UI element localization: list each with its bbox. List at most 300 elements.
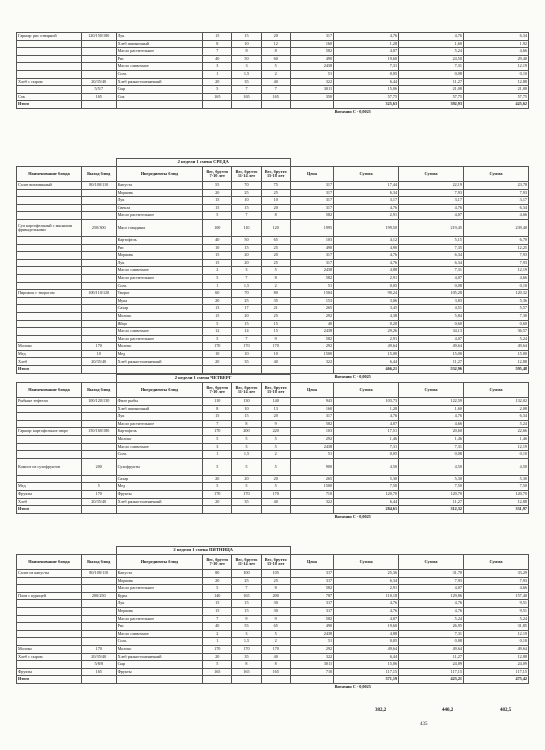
sum-11-14: 0,08 — [399, 70, 464, 78]
weight-15-18: 105 — [261, 570, 290, 578]
footer-sum-1: 382,2 — [375, 708, 387, 713]
sum-7-10: 4,88 — [334, 267, 399, 275]
ingredient: Фрукты — [116, 668, 203, 676]
sum-15-18: 132,02 — [463, 398, 528, 406]
sum-11-14: 1,60 — [399, 40, 464, 48]
table-row — [17, 290, 529, 298]
weight-11-14: 3 — [232, 630, 261, 638]
weight-7-10: 5 — [203, 435, 232, 443]
weight-7-10: 12 — [203, 328, 232, 336]
dish-name: Хлеб — [17, 498, 82, 506]
menu-table — [16, 158, 529, 380]
weight-7-10: 5 — [203, 483, 232, 491]
sum-11-14: 24,50 — [399, 55, 464, 63]
sum-7-10: 6,34 — [334, 189, 399, 197]
ingredient: Куры — [116, 592, 203, 600]
sum-7-10: 0,20 — [334, 320, 399, 328]
dish-yield — [81, 638, 116, 646]
sum-11-14: 11,27 — [399, 78, 464, 86]
dish-yield — [81, 63, 116, 71]
table-row — [17, 458, 529, 475]
sum-11-14: 120,70 — [399, 490, 464, 498]
sum-11-14: 4,51 — [399, 305, 464, 313]
dish-yield — [81, 600, 116, 608]
price: 317 — [290, 607, 333, 615]
weight-7-10: 1 — [203, 70, 232, 78]
blank-cell — [17, 513, 334, 520]
weight-7-10: 165 — [203, 668, 232, 676]
dish-yield — [81, 615, 116, 623]
ingredient: Молоко — [116, 312, 203, 320]
sum-7-10: 4,76 — [334, 204, 399, 212]
dish-name: Итого — [17, 101, 82, 109]
weight-11-14: 35 — [232, 78, 261, 86]
dish-name — [17, 443, 82, 451]
header-w2: Вес, брутто 11-14 лет — [232, 167, 261, 182]
table-row — [17, 343, 529, 351]
header-yield: Выход блюд — [81, 383, 116, 398]
weight-11-14: 3 — [232, 443, 261, 451]
weight-15-18: 20 — [261, 252, 290, 260]
weight-11-14: 8 — [232, 48, 261, 56]
price: 900 — [290, 458, 333, 475]
weight-11-14: 1,5 — [232, 638, 261, 646]
dish-yield — [81, 405, 116, 413]
dish-yield — [81, 40, 116, 48]
price: 317 — [290, 577, 333, 585]
dish-yield: 80/100/110 — [81, 182, 116, 190]
weight-15-18: 65 — [261, 236, 290, 244]
sum-7-10: 371,19 — [334, 676, 399, 684]
dish-yield: 10 — [81, 350, 116, 358]
sum-7-10: 199,50 — [334, 219, 399, 236]
weight-15-18: 5 — [261, 63, 290, 71]
ingredient: Сок — [116, 93, 203, 101]
dish-name — [17, 475, 82, 483]
dish-yield — [81, 506, 116, 514]
header-row — [17, 383, 529, 398]
menu-table — [16, 374, 529, 520]
sum-7-10: 7,31 — [334, 63, 399, 71]
sum-11-14: 4,66 — [399, 420, 464, 428]
dish-yield — [81, 197, 116, 205]
sum-15-18: 29,40 — [463, 55, 528, 63]
ingredient: Морковь — [116, 577, 203, 585]
sum-7-10: 4,76 — [334, 33, 399, 41]
ingredient: Лук — [116, 259, 203, 267]
sum-11-14: 4,76 — [399, 204, 464, 212]
sum-11-14: 0,60 — [399, 320, 464, 328]
weight-15-18 — [261, 101, 290, 109]
dish-name: Сок — [17, 93, 82, 101]
weight-15-18: 40 — [261, 653, 290, 661]
weight-15-18: 170 — [261, 343, 290, 351]
sum-7-10: 4,07 — [334, 420, 399, 428]
dish-name — [17, 435, 82, 443]
vitamin-note: Витамин С - 0,0025 — [334, 684, 371, 689]
sum-15-18: 239,40 — [463, 219, 528, 236]
blank-cell — [399, 547, 464, 555]
sum-7-10: 284,61 — [334, 506, 399, 514]
sum-11-14: 57,75 — [399, 93, 464, 101]
sum-15-18: 7,30 — [463, 312, 528, 320]
sum-15-18: 1,92 — [463, 40, 528, 48]
table-row — [17, 259, 529, 267]
sum-7-10: 117,15 — [334, 668, 399, 676]
price: 2438 — [290, 443, 333, 451]
weight-7-10: 20 — [203, 297, 232, 305]
table-row — [17, 661, 529, 669]
sum-15-18: 475,42 — [464, 676, 529, 684]
ingredient: Рис — [116, 55, 203, 63]
table-row — [17, 244, 529, 252]
weight-15-18: 5 — [261, 267, 290, 275]
dish-name — [17, 259, 82, 267]
weight-7-10: 15 — [203, 204, 232, 212]
weight-7-10: 13 — [203, 305, 232, 313]
ingredient: Свекла — [116, 204, 203, 212]
weight-15-18: 8 — [261, 274, 290, 282]
price: 317 — [290, 197, 333, 205]
weight-15-18: 2 — [261, 282, 290, 290]
weight-11-14 — [232, 101, 261, 109]
weight-7-10: 40 — [203, 623, 232, 631]
weight-11-14: 1,5 — [232, 451, 261, 459]
sum-7-10: 49,64 — [334, 343, 399, 351]
dish-name: Молоко — [17, 343, 82, 351]
header-w3: Вес, брутто 15-18 лет — [261, 167, 290, 182]
sum-11-14: 15,00 — [399, 350, 464, 358]
sum-11-14: 22,19 — [399, 182, 464, 190]
weight-15-18: 220 — [261, 428, 290, 436]
weight-7-10: 1 — [203, 638, 232, 646]
ingredient — [116, 506, 203, 514]
table-row — [17, 55, 529, 63]
dish-yield — [81, 312, 116, 320]
sum-11-14: 129,86 — [399, 592, 464, 600]
sum-15-18: 7,93 — [463, 252, 528, 260]
dish-name: Итого — [17, 366, 82, 374]
price: 51 — [290, 282, 333, 290]
sum-7-10: 4,76 — [334, 607, 399, 615]
weight-11-14: 15 — [232, 33, 261, 41]
sum-7-10: 5,30 — [334, 475, 399, 483]
weight-11-14: 110 — [232, 219, 261, 236]
table-row — [17, 577, 529, 585]
sum-11-14: 7,93 — [399, 577, 464, 585]
sum-11-14: 4,50 — [399, 458, 464, 475]
sum-7-10: 2,91 — [334, 335, 399, 343]
price: 1995 — [290, 219, 333, 236]
dish-name — [17, 320, 82, 328]
weight-15-18: 170 — [261, 645, 290, 653]
weight-15-18: 35 — [261, 297, 290, 305]
table-row — [17, 358, 529, 366]
weight-7-10: 15 — [203, 607, 232, 615]
ingredient: Хлеб ржано-пшеничный — [116, 78, 203, 86]
table-row — [17, 267, 529, 275]
weight-15-18: 7 — [261, 86, 290, 94]
header-w3: Вес, брутто 15-18 лет — [261, 555, 290, 570]
weight-7-10: 20 — [203, 653, 232, 661]
price: 317 — [290, 33, 333, 41]
footer-sum-3: 482,5 — [500, 708, 512, 713]
weight-11-14: 25 — [232, 297, 261, 305]
weight-15-18: 25 — [261, 312, 290, 320]
sum-15-18: 12,88 — [463, 498, 528, 506]
dish-name: Хлеб с сыром — [17, 78, 82, 86]
dish-yield — [81, 70, 116, 78]
weight-7-10: 5 — [203, 458, 232, 475]
sum-15-18: 117,15 — [464, 668, 529, 676]
dish-yield: 20/35/40 — [81, 498, 116, 506]
weight-15-18: 8 — [261, 661, 290, 669]
weight-11-14: 17 — [232, 305, 261, 313]
sum-11-14: 122,59 — [399, 398, 464, 406]
dish-name — [17, 282, 82, 290]
weight-15-18 — [261, 366, 290, 374]
blank-cell — [463, 159, 528, 167]
sum-7-10: 0,05 — [334, 282, 399, 290]
weight-7-10: 15 — [203, 600, 232, 608]
sum-15-18: 6,34 — [463, 204, 528, 212]
sum-11-14: 7,35 — [399, 244, 464, 252]
price: 40 — [290, 320, 333, 328]
sum-11-14: 0,08 — [399, 451, 464, 459]
sum-11-14: 34,13 — [399, 328, 464, 336]
dish-yield — [81, 676, 116, 684]
table-row — [17, 274, 529, 282]
sum-11-14: 7,93 — [399, 189, 464, 197]
header-dish: Наименование блюда — [17, 383, 82, 398]
dish-name — [17, 63, 82, 71]
sum-11-14: 20,60 — [399, 428, 464, 436]
ingredient: Масло сливочное — [116, 328, 203, 336]
sum-11-14: 219,45 — [399, 219, 464, 236]
weight-15-18: 120 — [261, 219, 290, 236]
sum-15-18: 6,70 — [463, 236, 528, 244]
ingredient — [116, 366, 203, 374]
sum-7-10: 1,28 — [334, 405, 399, 413]
dish-yield — [81, 55, 116, 63]
blank-cell — [464, 547, 529, 555]
header-w1: Вес, брутто 7-10 лет — [203, 383, 232, 398]
price — [290, 506, 333, 514]
weight-7-10: 15 — [203, 259, 232, 267]
table-row — [17, 48, 529, 56]
ingredient: Мед — [116, 483, 203, 491]
weight-7-10: 3 — [203, 443, 232, 451]
price — [290, 676, 333, 684]
weight-11-14: 5 — [232, 435, 261, 443]
weight-15-18: 200 — [261, 592, 290, 600]
sum-7-10: 466,21 — [334, 366, 399, 374]
weight-15-18: 8 — [261, 48, 290, 56]
sum-15-18: 7,93 — [464, 577, 529, 585]
weight-7-10: 5 — [203, 274, 232, 282]
dish-name — [17, 305, 82, 313]
dish-name: Хлеб — [17, 358, 82, 366]
header-ingredient: Ингредиенты блюд — [116, 383, 203, 398]
table-row — [17, 490, 529, 498]
weight-15-18: 15 — [261, 320, 290, 328]
dish-yield — [81, 101, 116, 109]
weight-11-14: 70 — [232, 182, 261, 190]
ingredient: Мука — [116, 297, 203, 305]
sum-7-10: 4,76 — [334, 252, 399, 260]
header-sum-2: Сумма — [399, 383, 464, 398]
dish-name: Салат из капусты — [17, 570, 82, 578]
sum-11-14: 4,76 — [399, 600, 464, 608]
dish-yield — [81, 443, 116, 451]
table-row — [17, 623, 529, 631]
dish-yield: 100/110/120 — [81, 290, 116, 298]
weight-11-14 — [232, 366, 261, 374]
ingredient: Соль — [116, 638, 203, 646]
weight-15-18 — [261, 506, 290, 514]
ingredient: Хлеб ржано-пшеничный — [116, 498, 203, 506]
menu-table — [16, 32, 529, 116]
price: 317 — [290, 259, 333, 267]
weight-15-18: 30 — [261, 607, 290, 615]
sum-11-14: 7,31 — [399, 630, 464, 638]
dish-name — [17, 328, 82, 336]
weight-7-10: 40 — [203, 55, 232, 63]
weight-7-10: 20 — [203, 189, 232, 197]
sum-11-14: 5,84 — [399, 312, 464, 320]
price: 2438 — [290, 267, 333, 275]
ingredient: Масло растительное — [116, 48, 203, 56]
dish-name — [17, 661, 82, 669]
weight-11-14: 55 — [232, 623, 261, 631]
table-row — [17, 607, 529, 615]
dish-yield: 20/35/40 — [81, 358, 116, 366]
section-title: 2 недели 1 смена СРЕДА — [116, 159, 290, 167]
price — [290, 366, 333, 374]
blank-cell — [399, 375, 464, 383]
sum-11-14: 105,28 — [399, 290, 464, 298]
ingredient: Хлеб ржано-пшеничный — [116, 653, 203, 661]
dish-name: Суп картофельный с мясными фрикадельками — [17, 219, 82, 236]
dish-name: Итого — [17, 676, 82, 684]
dish-yield — [81, 252, 116, 260]
price: 582 — [290, 212, 333, 220]
weight-15-18: 21 — [261, 305, 290, 313]
dish-yield: 20/35/40 — [81, 78, 116, 86]
weight-15-18: 25 — [261, 189, 290, 197]
price: 160 — [290, 40, 333, 48]
weight-11-14: 20 — [232, 252, 261, 260]
weight-11-14: 165 — [232, 93, 261, 101]
table-row — [17, 328, 529, 336]
price: 490 — [290, 244, 333, 252]
header-sum-3: Сумма — [463, 383, 528, 398]
weight-7-10: 5 — [203, 585, 232, 593]
weight-11-14: 165 — [232, 592, 261, 600]
table-row — [17, 592, 529, 600]
header-sum-3: Сумма — [463, 167, 528, 182]
price: 317 — [290, 252, 333, 260]
weight-7-10: 20 — [203, 475, 232, 483]
ingredient: Лук — [116, 600, 203, 608]
sum-7-10: 2,91 — [334, 585, 399, 593]
sum-15-18: 12,19 — [463, 443, 528, 451]
dish-yield: 250/300 — [81, 219, 116, 236]
header-sum-1: Сумма — [334, 167, 399, 182]
table-row — [17, 33, 529, 41]
section-title: 2 недели 1 смена ЧЕТВЕРГ — [116, 375, 290, 383]
weight-15-18: 8 — [261, 212, 290, 220]
weight-15-18: 40 — [261, 78, 290, 86]
ingredient: Картофель — [116, 236, 203, 244]
weight-11-14: 1,5 — [232, 70, 261, 78]
table-row — [17, 413, 529, 421]
sum-7-10: 120,70 — [334, 490, 399, 498]
table-row — [17, 252, 529, 260]
weight-7-10: 10 — [203, 350, 232, 358]
price: 103 — [290, 236, 333, 244]
weight-11-14: 35 — [232, 358, 261, 366]
header-sum-1: Сумма — [334, 555, 399, 570]
weight-11-14: 165 — [232, 668, 261, 676]
sum-11-14: 11,27 — [399, 358, 464, 366]
ingredient: Сахар — [116, 305, 203, 313]
table-row — [17, 630, 529, 638]
dish-name — [17, 40, 82, 48]
weight-15-18: 25 — [261, 577, 290, 585]
dish-name: Мед — [17, 350, 82, 358]
sum-15-18: 7,93 — [463, 189, 528, 197]
weight-15-18: 9 — [261, 335, 290, 343]
dish-name — [17, 615, 82, 623]
dish-yield — [81, 420, 116, 428]
weight-7-10: 1 — [203, 451, 232, 459]
table-row — [17, 297, 529, 305]
weight-15-18: 165 — [261, 668, 290, 676]
sum-7-10: 6,44 — [334, 498, 399, 506]
header-sum-1: Сумма — [334, 383, 399, 398]
sum-7-10: 4,76 — [334, 413, 399, 421]
weight-7-10: 55 — [203, 182, 232, 190]
sum-11-14: 3,83 — [399, 297, 464, 305]
footer-extra: 435 — [420, 722, 428, 727]
dish-yield — [81, 328, 116, 336]
table-row — [17, 70, 529, 78]
ingredient: Хлеб ржано-пшеничный — [116, 358, 203, 366]
dish-name — [17, 189, 82, 197]
sum-7-10: 4,76 — [334, 259, 399, 267]
table-row — [17, 86, 529, 94]
dish-name — [17, 420, 82, 428]
price: 490 — [290, 623, 333, 631]
dish-name: Итого — [17, 506, 82, 514]
weight-15-18: 170 — [261, 490, 290, 498]
price: 1500 — [290, 350, 333, 358]
weight-11-14: 25 — [232, 189, 261, 197]
table-row — [17, 483, 529, 491]
price: 582 — [290, 335, 333, 343]
dish-name: Фрукты — [17, 668, 82, 676]
weight-7-10: 20 — [203, 78, 232, 86]
weight-15-18: 9 — [261, 420, 290, 428]
sum-15-18: 4,66 — [463, 274, 528, 282]
table-row — [17, 93, 529, 101]
ingredient: Лук — [116, 33, 203, 41]
weight-11-14: 35 — [232, 653, 261, 661]
dish-yield — [81, 630, 116, 638]
weight-11-14: 10 — [232, 350, 261, 358]
ingredient: Масло растительное — [116, 274, 203, 282]
